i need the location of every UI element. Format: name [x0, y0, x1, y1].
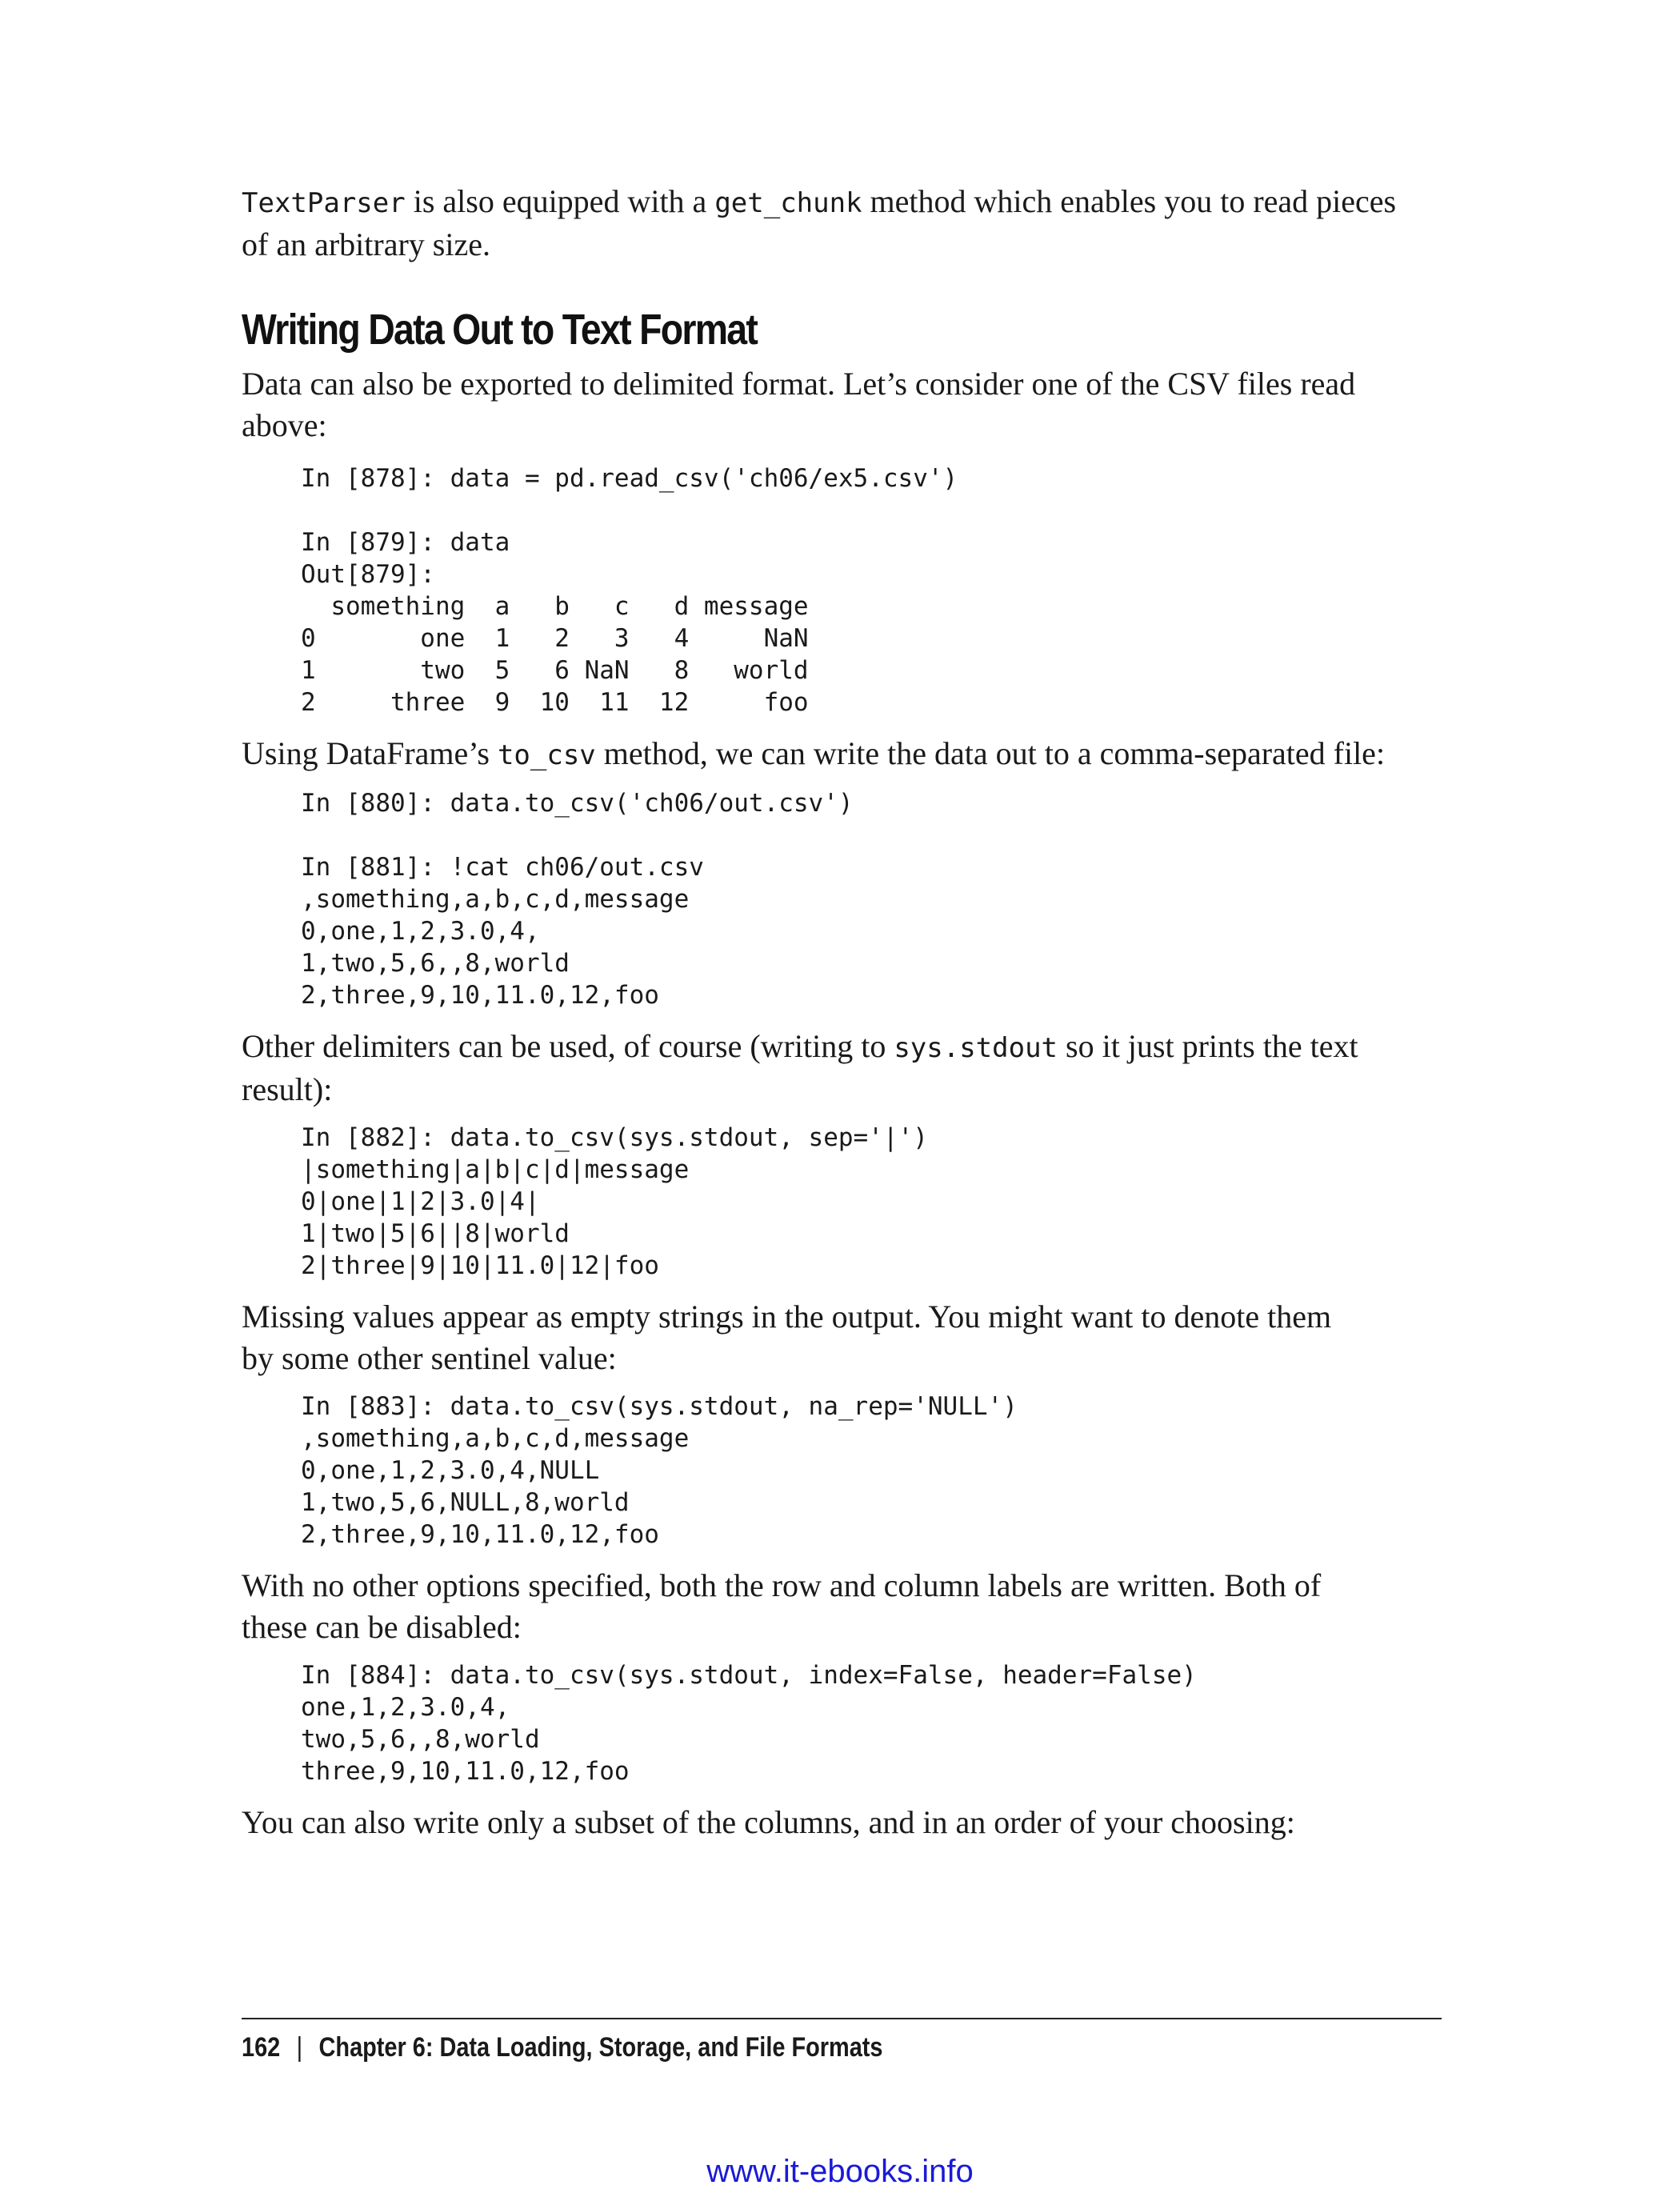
- code-line: two,5,6,,8,world: [301, 1725, 540, 1754]
- code-line: ,something,a,b,c,d,message: [301, 1424, 690, 1453]
- code-line: In [884]: data.to_csv(sys.stdout, index=False, header=False): [301, 1661, 1197, 1690]
- code-line: In [881]: !cat ch06/out.csv: [301, 853, 704, 882]
- code-line: 0 one 1 2 3 4 NaN: [301, 624, 809, 653]
- code-line: In [879]: data: [301, 528, 510, 557]
- code-line: 1,two,5,6,,8,world: [301, 949, 570, 978]
- code-block-no-index: [242, 1659, 1442, 1787]
- code-line: 1|two|5|6||8|world: [301, 1219, 570, 1248]
- code-line: 2|three|9|10|11.0|12|foo: [301, 1251, 659, 1280]
- paragraph-to-csv: Using DataFrame’s to_csv method, we can write the data out to a comma-separated file:: [242, 735, 1386, 771]
- code-line: 1 two 5 6 NaN 8 world: [301, 656, 809, 685]
- sys-stdout-code: sys.stdout: [894, 1032, 1058, 1064]
- code-line: In [883]: data.to_csv(sys.stdout, na_rep='NULL'): [301, 1392, 1018, 1421]
- intro-paragraph: TextParser is also equipped with a get_chunk method which enables you to read pieces of an arbitrary size.: [242, 183, 1397, 262]
- code-line: 2,three,9,10,11.0,12,foo: [301, 981, 659, 1010]
- code-line: 1,two,5,6,NULL,8,world: [301, 1488, 630, 1517]
- textparser-code: TextParser: [242, 187, 406, 219]
- code-line: In [880]: data.to_csv('ch06/out.csv'): [301, 789, 854, 818]
- code-line: 0|one|1|2|3.0|4|: [301, 1187, 540, 1216]
- code-block-read-csv: [242, 462, 1442, 718]
- chapter-title: Chapter 6: Data Loading, Storage, and File Formats: [318, 2032, 883, 2063]
- page-footer: [242, 2032, 882, 2063]
- paragraph-subset: You can also write only a subset of the columns, and in an order of your choosing:: [242, 1804, 1295, 1840]
- section-heading: Writing Data Out to Text Format: [242, 306, 758, 354]
- paragraph-export: Data can also be exported to delimited format. Let’s consider one of the CSV files read above:: [242, 366, 1356, 443]
- page-number: 162: [242, 2032, 281, 2063]
- code-line: In [882]: data.to_csv(sys.stdout, sep='|'): [301, 1123, 928, 1152]
- code-block-write-csv: [242, 787, 1442, 1011]
- code-line: |something|a|b|c|d|message: [301, 1155, 690, 1184]
- to-csv-code: to_csv: [497, 739, 596, 771]
- paragraph-delimiters: Other delimiters can be used, of course (writing to sys.stdout so it just prints the text result):: [242, 1028, 1358, 1107]
- code-line: In [878]: data = pd.read_csv('ch06/ex5.csv'): [301, 464, 958, 493]
- code-line: three,9,10,11.0,12,foo: [301, 1757, 630, 1786]
- code-line: Out[879]:: [301, 560, 435, 589]
- footer-separator: |: [296, 2032, 303, 2063]
- page-body: [242, 176, 1442, 1843]
- code-line: 0,one,1,2,3.0,4,NULL: [301, 1456, 600, 1485]
- code-line: ,something,a,b,c,d,message: [301, 885, 690, 914]
- code-line: something a b c d message: [301, 592, 809, 621]
- footer-divider: [242, 2018, 1442, 2019]
- paragraph-labels: With no other options specified, both the row and column labels are written. Both of these can be disabled:: [242, 1567, 1322, 1645]
- get-chunk-code: get_chunk: [714, 187, 862, 219]
- code-block-na-rep: [242, 1391, 1442, 1551]
- code-block-pipe-sep: [242, 1122, 1442, 1282]
- paragraph-missing-values: Missing values appear as empty strings in the output. You might want to denote them by some other sentinel value:: [242, 1299, 1332, 1376]
- code-line: one,1,2,3.0,4,: [301, 1693, 510, 1722]
- code-line: 2,three,9,10,11.0,12,foo: [301, 1520, 659, 1549]
- code-line: 2 three 9 10 11 12 foo: [301, 688, 809, 717]
- code-line: 0,one,1,2,3.0,4,: [301, 917, 540, 946]
- website-link[interactable]: www.it-ebooks.info: [706, 2154, 974, 2189]
